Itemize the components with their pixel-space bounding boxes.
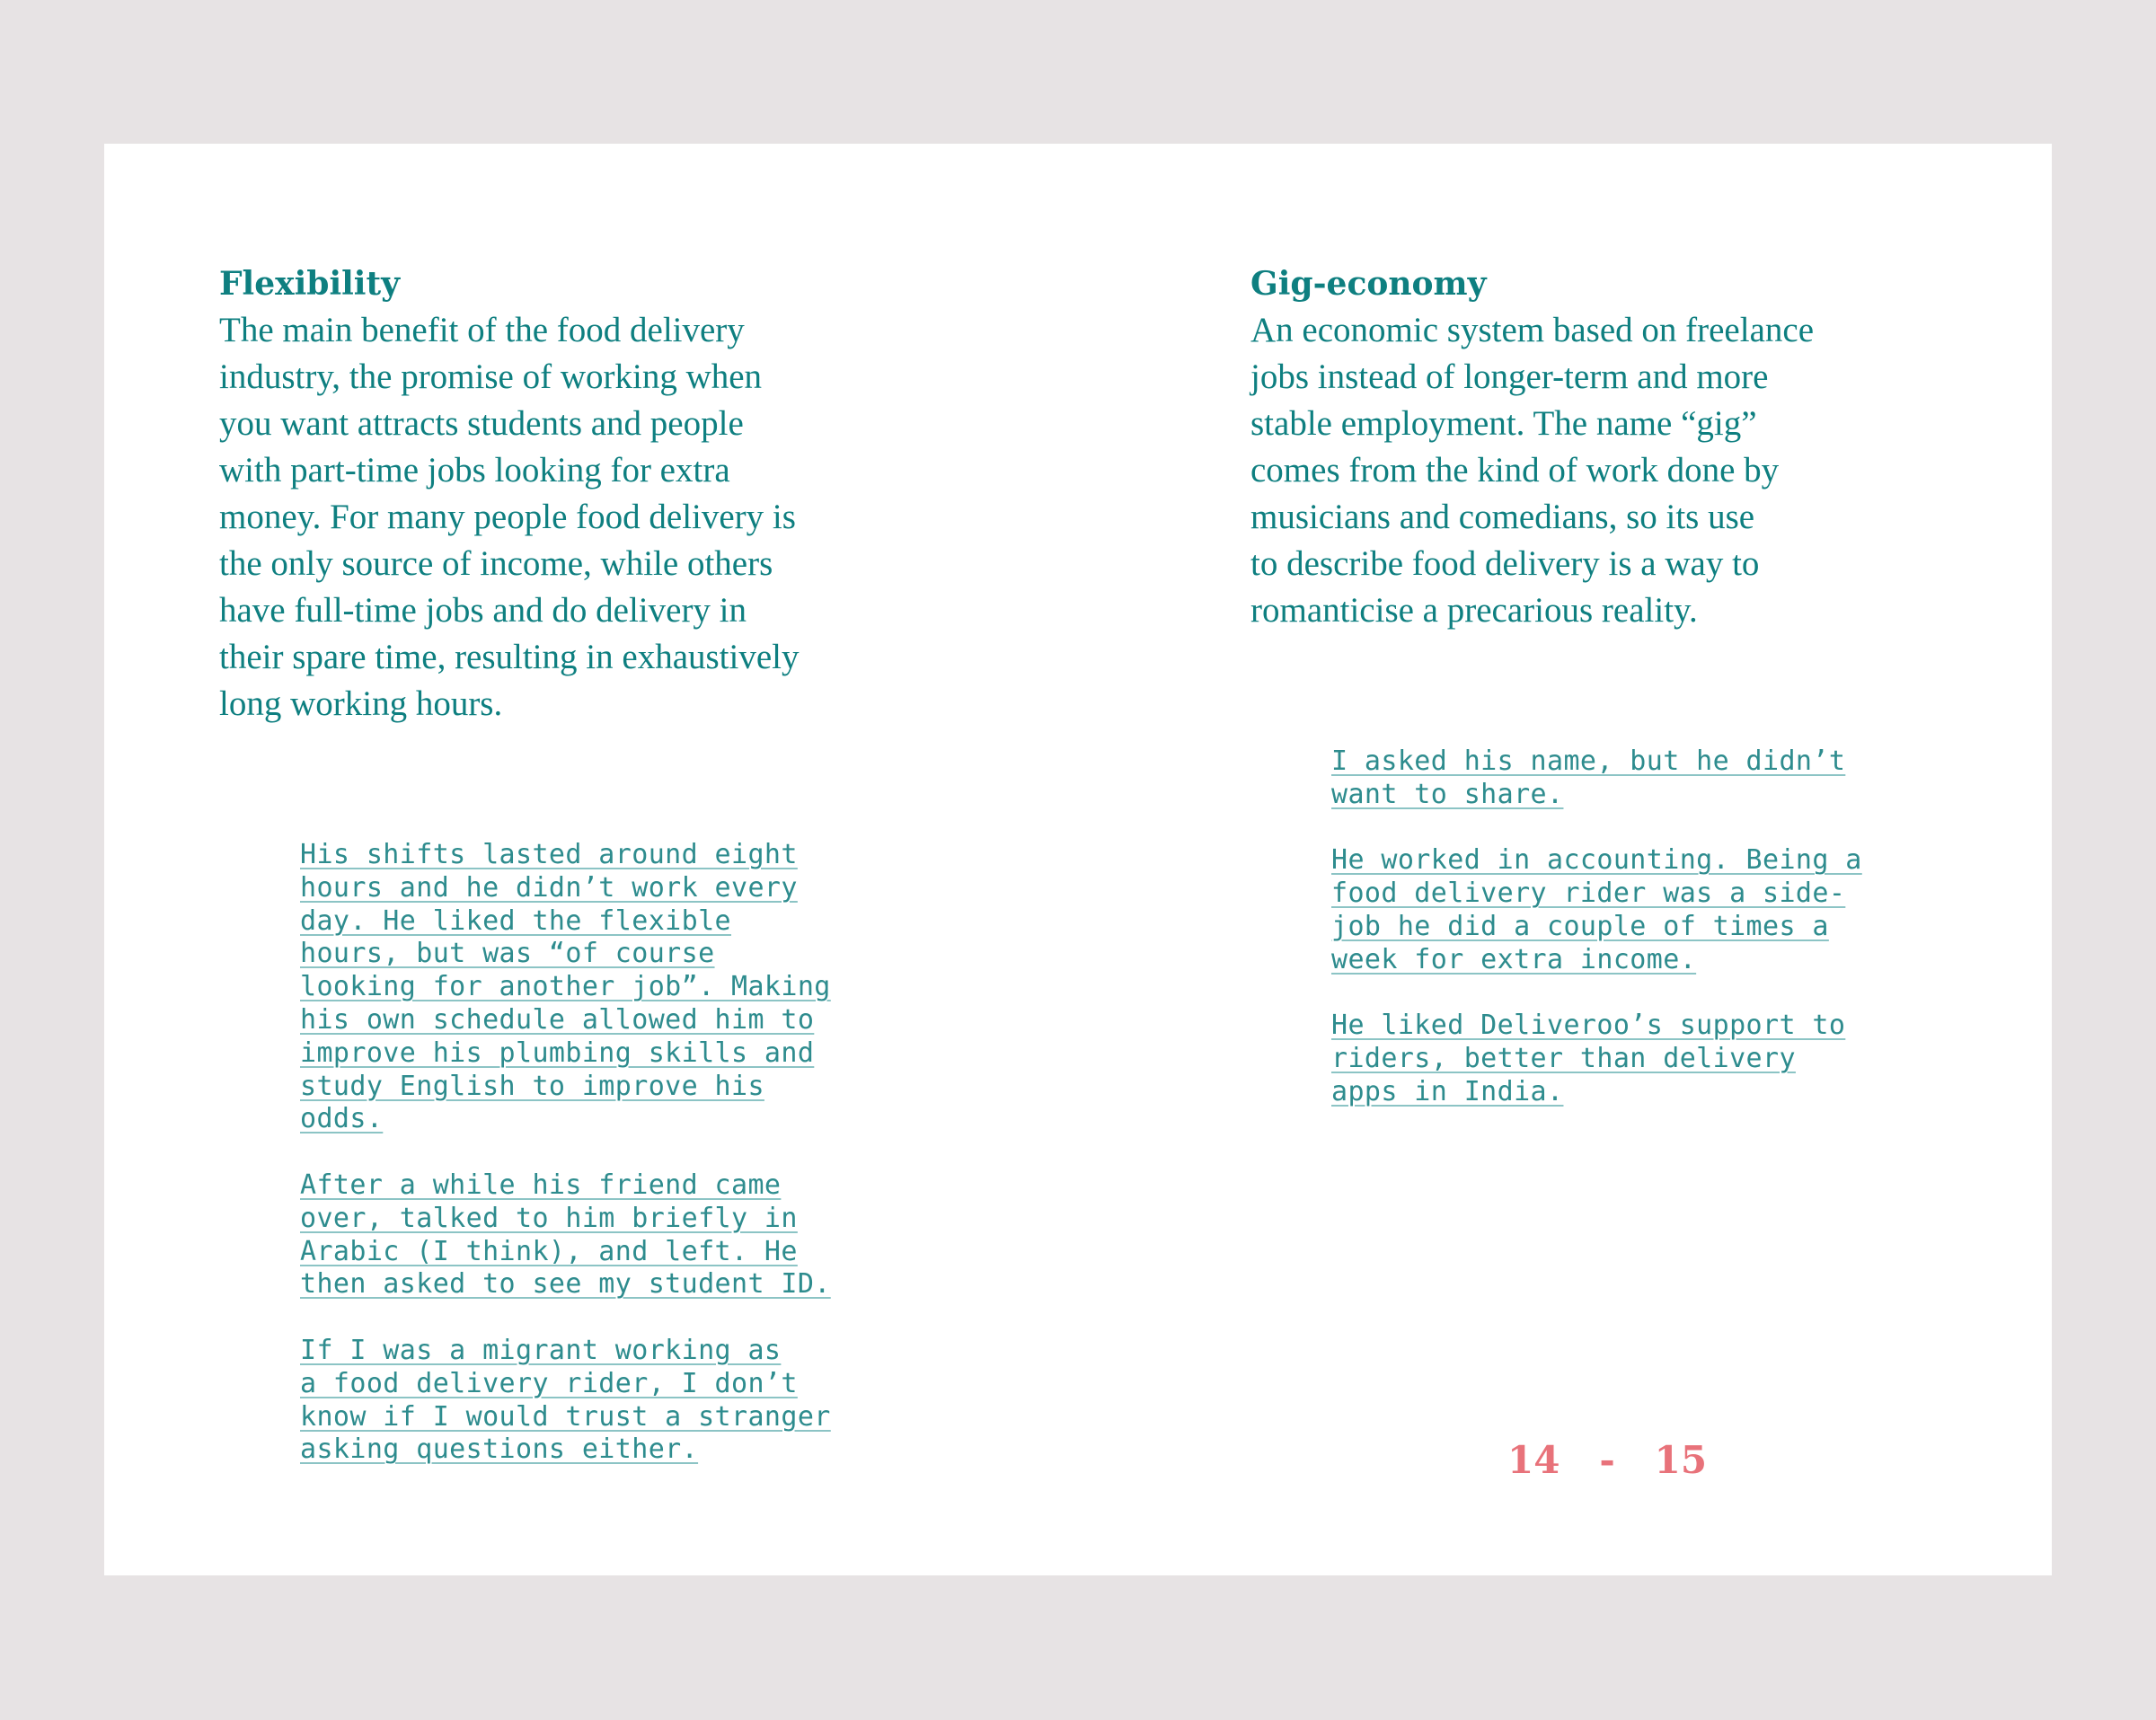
field-note: I asked his name, but he didn’t want to share.	[1331, 745, 1846, 810]
right-field-notes	[1331, 745, 1906, 1142]
right-page-entry	[1250, 260, 1960, 634]
entry-heading-flexibility: Flexibility	[219, 265, 401, 303]
page-numbers	[1507, 1437, 1707, 1484]
field-note: He liked Deliveroo’s support to riders, better than delivery apps in India.	[1331, 1010, 1846, 1107]
page-number-left: 14	[1507, 1438, 1560, 1482]
page-number-right: 15	[1654, 1438, 1708, 1482]
left-field-notes	[300, 839, 875, 1500]
left-page-entry	[219, 260, 929, 728]
field-note: He worked in accounting. Being a food delivery rider was a side- job he did a couple of times a week for extra income.	[1331, 844, 1862, 975]
field-note: If I was a migrant working as a food delivery rider, I don’t know if I would trust a stranger asking questions either.	[300, 1334, 831, 1466]
entry-definition-gig-economy: An economic system based on freelance jobs instead of longer-term and more stable employment. The name “gig” comes from the kind of work done by musicians and comedians, so its use to describe food delivery is a way to romanticise a precarious reality.	[1250, 311, 1815, 630]
entry-definition-flexibility: The main benefit of the food delivery industry, the promise of working when you want attracts students and people with part-time jobs looking for extra money. For many people food delivery is the only source of income, while others have full-time jobs and do delivery in their spare time, resulting in exhaustively long working hours.	[219, 311, 800, 723]
entry-heading-gig-economy: Gig-economy	[1250, 265, 1487, 303]
page-number-separator: -	[1599, 1438, 1615, 1482]
book-spread	[104, 144, 2052, 1575]
field-note: After a while his friend came over, talked to him briefly in Arabic (I think), and left. He then asked to see my student ID.	[300, 1169, 831, 1301]
field-note: His shifts lasted around eight hours and he didn’t work every day. He liked the flexible hours, but was “of course looking for another job”. Making his own schedule allowed him to improve his plumbing skills and study English to improve his odds.	[300, 839, 831, 1135]
